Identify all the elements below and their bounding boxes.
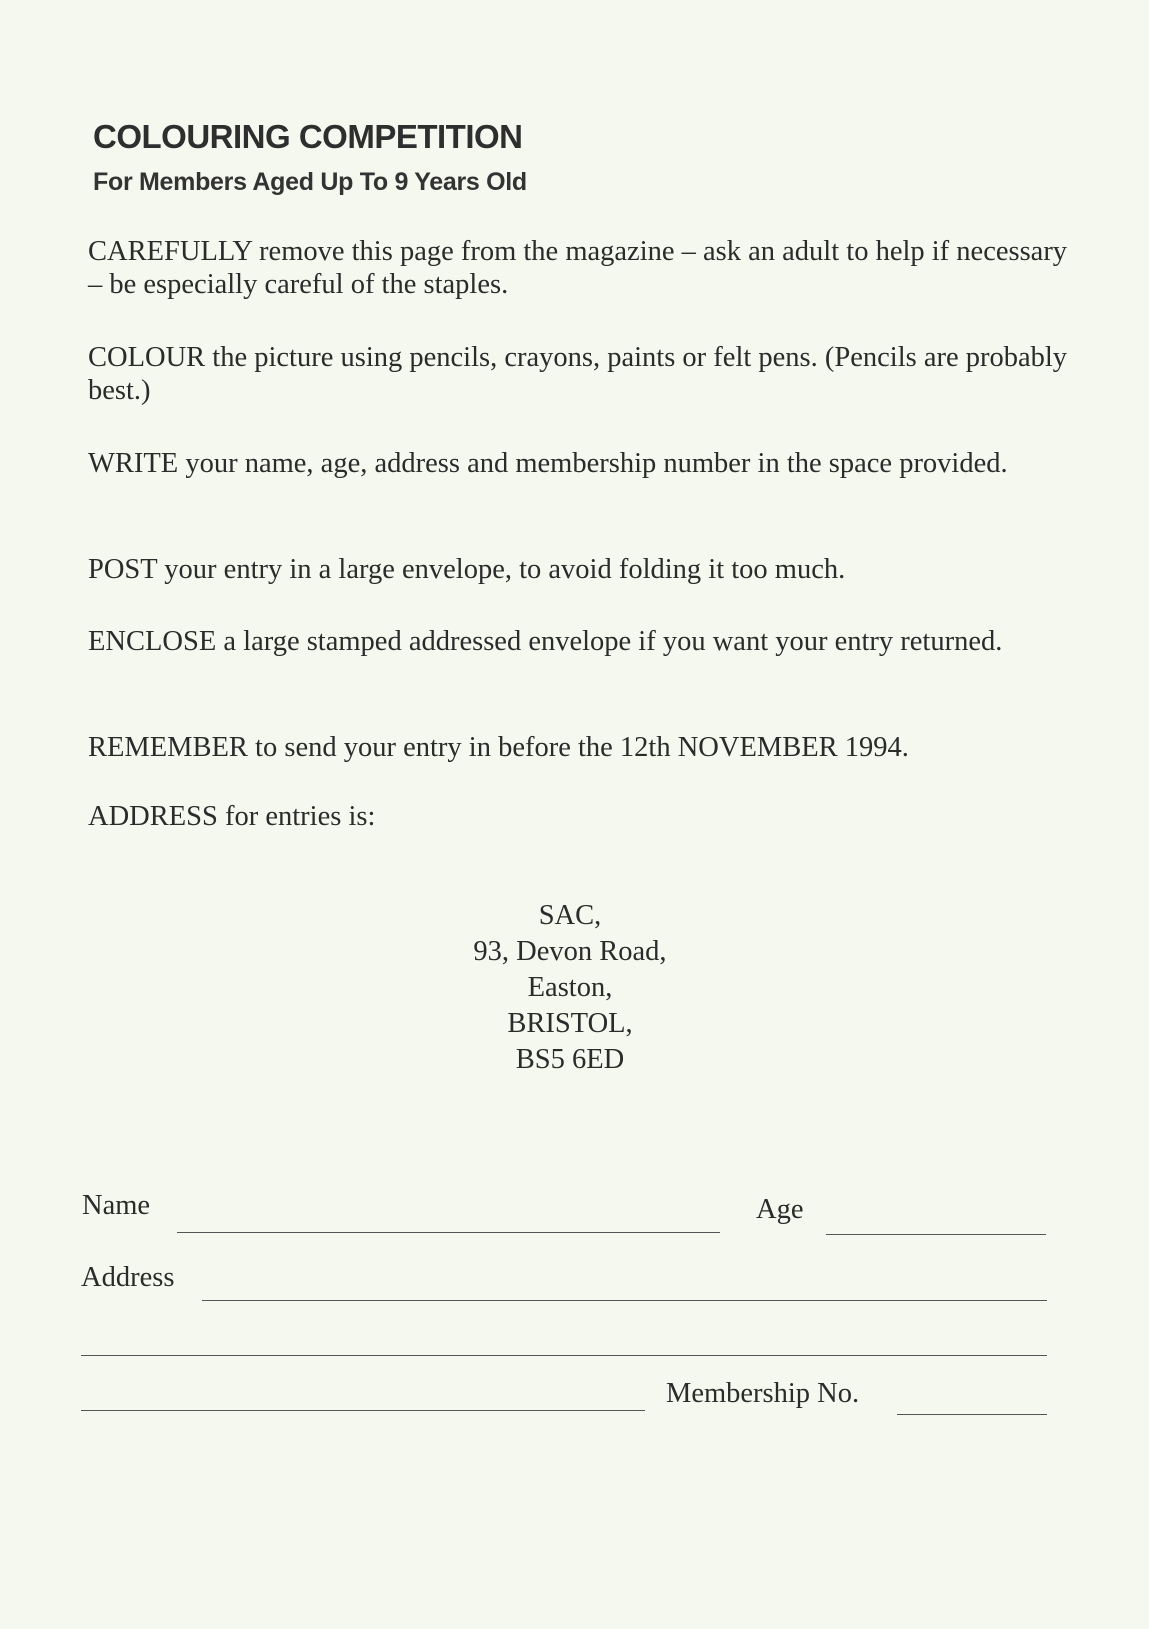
instruction-remember: REMEMBER to send your entry in before the 12th NOVEMBER 1994. — [88, 732, 909, 763]
age-label: Age — [756, 1194, 804, 1225]
age-field[interactable] — [826, 1234, 1046, 1235]
membership-field[interactable] — [897, 1414, 1047, 1415]
instruction-colour: COLOUR the picture using pencils, crayons, paints or felt pens. (Pencils are probably best.) — [88, 342, 1068, 406]
address-field-line-3[interactable] — [81, 1410, 645, 1411]
name-field[interactable] — [177, 1232, 720, 1233]
address-line: SAC, — [538, 900, 602, 931]
page-title: COLOURING COMPETITION — [93, 118, 523, 155]
address-line: 93, Devon Road, — [473, 936, 667, 967]
instruction-remove: CAREFULLY remove this page from the magazine – ask an adult to help if necessary – be especially careful of the staples. — [88, 236, 1068, 300]
address-label: Address — [81, 1262, 175, 1293]
page-subtitle: For Members Aged Up To 9 Years Old — [93, 168, 527, 196]
address-line: BRISTOL, — [507, 1008, 633, 1039]
instruction-enclose: ENCLOSE a large stamped addressed envelope if you want your entry returned. — [88, 626, 1003, 657]
membership-label: Membership No. — [666, 1378, 860, 1409]
name-label: Name — [82, 1190, 151, 1221]
instruction-post: POST your entry in a large envelope, to avoid folding it too much. — [88, 554, 846, 585]
address-line: BS5 6ED — [515, 1044, 625, 1075]
address-field-line-1[interactable] — [202, 1300, 1047, 1301]
instruction-write: WRITE your name, age, address and membership number in the space provided. — [88, 448, 1008, 479]
address-field-line-2[interactable] — [81, 1355, 1047, 1356]
address-line: Easton, — [527, 972, 613, 1003]
instruction-address: ADDRESS for entries is: — [88, 801, 376, 832]
postal-address — [430, 898, 710, 1078]
